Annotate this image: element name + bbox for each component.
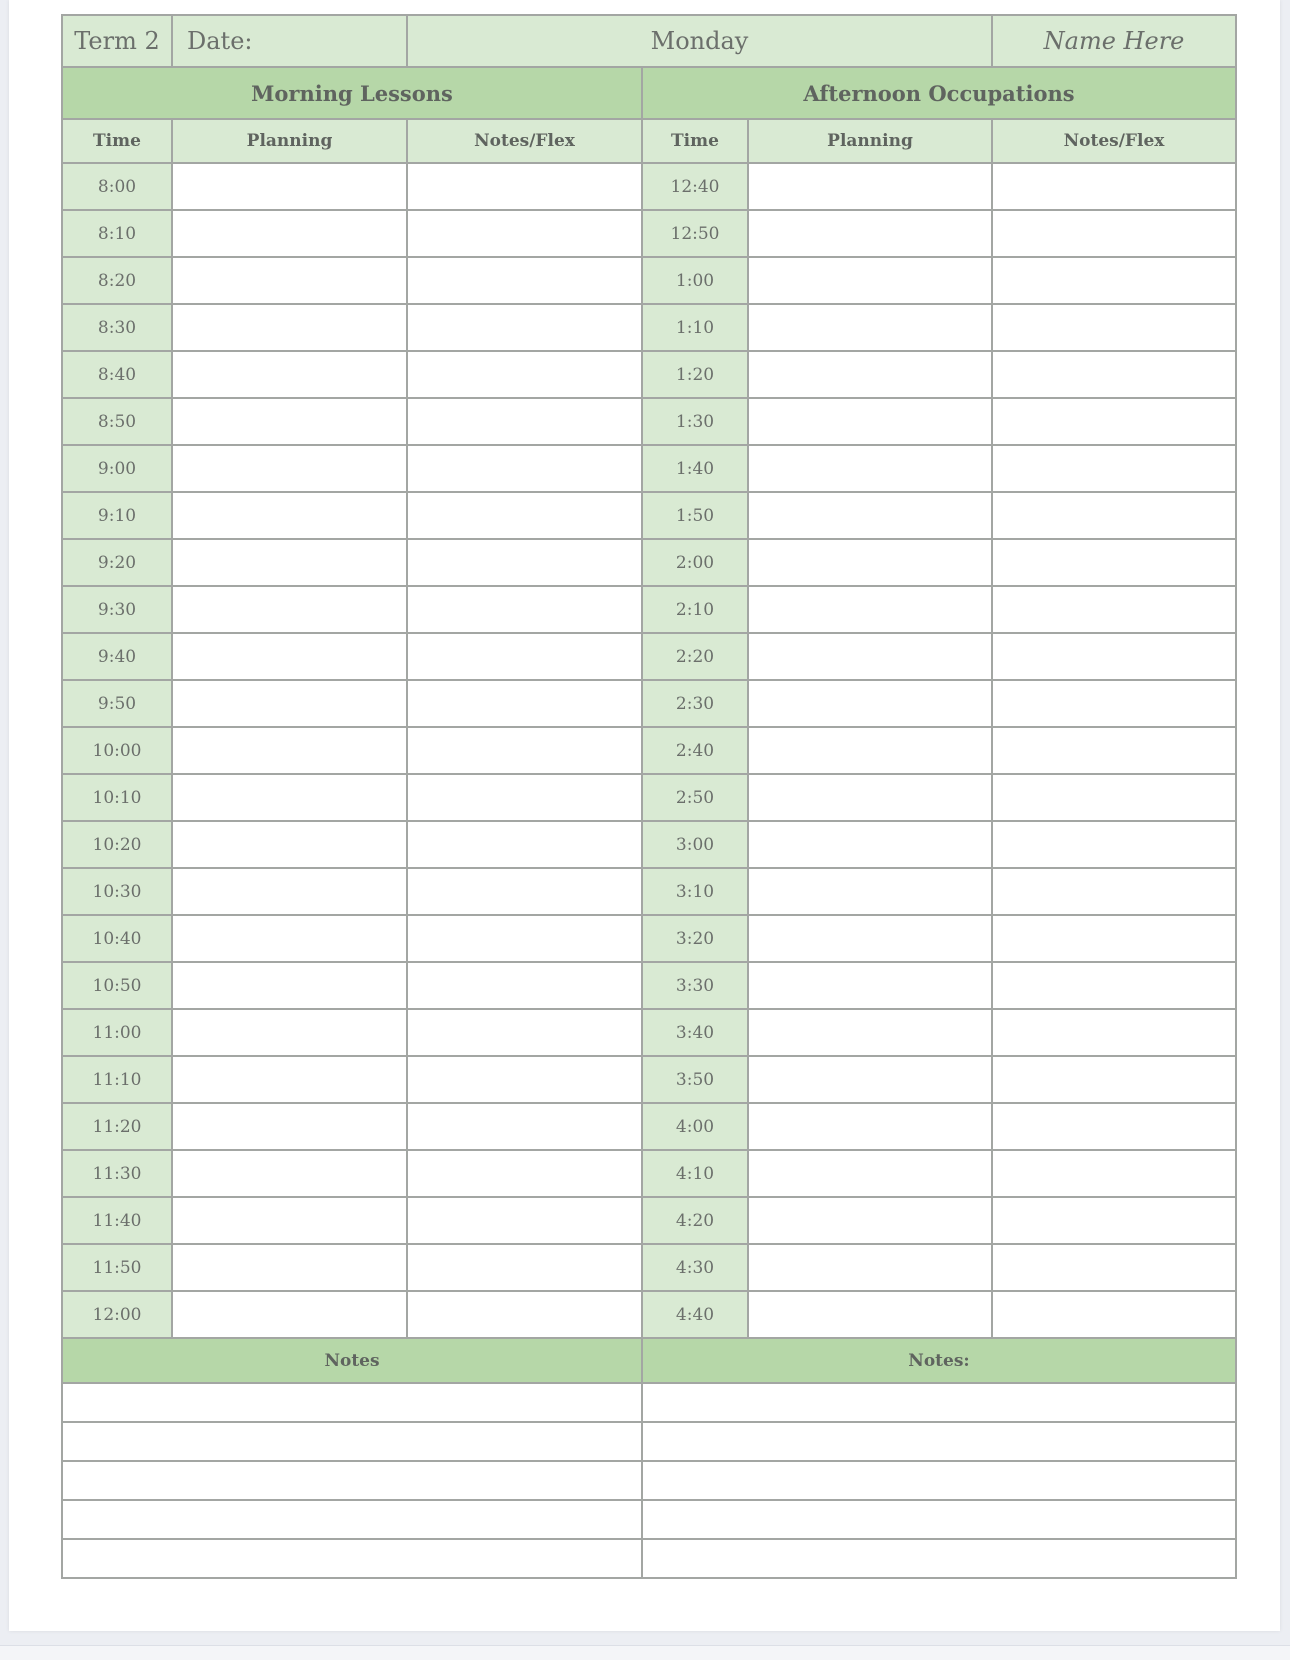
afternoon-planning-cell[interactable] bbox=[748, 351, 992, 398]
morning-time-cell: 8:10 bbox=[62, 210, 172, 257]
left-notes-line[interactable] bbox=[62, 1422, 642, 1461]
notes-line-row bbox=[62, 1500, 1236, 1539]
afternoon-notes-cell[interactable] bbox=[992, 915, 1236, 962]
morning-time-cell: 9:20 bbox=[62, 539, 172, 586]
morning-notes-cell[interactable] bbox=[407, 445, 642, 492]
morning-time-cell: 11:40 bbox=[62, 1197, 172, 1244]
afternoon-notes-cell[interactable] bbox=[992, 210, 1236, 257]
morning-planning-cell[interactable] bbox=[172, 351, 407, 398]
afternoon-planning-cell[interactable] bbox=[748, 727, 992, 774]
afternoon-notes-cell[interactable] bbox=[992, 633, 1236, 680]
afternoon-planning-cell[interactable] bbox=[748, 1197, 992, 1244]
morning-notes-cell[interactable] bbox=[407, 210, 642, 257]
morning-planning-cell[interactable] bbox=[172, 868, 407, 915]
morning-time-cell: 9:00 bbox=[62, 445, 172, 492]
morning-notes-cell[interactable] bbox=[407, 868, 642, 915]
afternoon-notes-cell[interactable] bbox=[992, 1056, 1236, 1103]
afternoon-planning-cell[interactable] bbox=[748, 257, 992, 304]
time-slot-row bbox=[62, 257, 1236, 304]
morning-time-cell: 8:00 bbox=[62, 163, 172, 210]
afternoon-planning-cell[interactable] bbox=[748, 821, 992, 868]
morning-notes-cell[interactable] bbox=[407, 257, 642, 304]
morning-time-cell: 10:50 bbox=[62, 962, 172, 1009]
left-notes-line[interactable] bbox=[62, 1539, 642, 1578]
afternoon-time-cell: 3:50 bbox=[642, 1056, 748, 1103]
afternoon-time-cell: 1:30 bbox=[642, 398, 748, 445]
morning-notes-cell[interactable] bbox=[407, 398, 642, 445]
afternoon-notes-cell[interactable] bbox=[992, 727, 1236, 774]
time-slot-row bbox=[62, 821, 1236, 868]
left-notes-line[interactable] bbox=[62, 1461, 642, 1500]
afternoon-planning-cell[interactable] bbox=[748, 1291, 992, 1338]
afternoon-planning-cell[interactable] bbox=[748, 398, 992, 445]
morning-planning-cell[interactable] bbox=[172, 633, 407, 680]
left-notes-line[interactable] bbox=[62, 1500, 642, 1539]
right-notes-line[interactable] bbox=[642, 1461, 1236, 1500]
afternoon-notes-cell[interactable] bbox=[992, 1150, 1236, 1197]
afternoon-planning-cell[interactable] bbox=[748, 1056, 992, 1103]
morning-notes-cell[interactable] bbox=[407, 915, 642, 962]
right-notes-line[interactable] bbox=[642, 1500, 1236, 1539]
morning-planning-cell[interactable] bbox=[172, 163, 407, 210]
afternoon-time-cell: 2:10 bbox=[642, 586, 748, 633]
morning-time-cell: 8:40 bbox=[62, 351, 172, 398]
morning-time-cell: 10:10 bbox=[62, 774, 172, 821]
afternoon-section-title: Afternoon Occupations bbox=[642, 67, 1236, 119]
time-slot-row bbox=[62, 1291, 1236, 1338]
afternoon-notes-cell[interactable] bbox=[992, 1197, 1236, 1244]
morning-planning-header: Planning bbox=[172, 119, 407, 163]
afternoon-time-cell: 2:40 bbox=[642, 727, 748, 774]
afternoon-planning-cell[interactable] bbox=[748, 210, 992, 257]
afternoon-planning-cell[interactable] bbox=[748, 868, 992, 915]
afternoon-planning-cell[interactable] bbox=[748, 445, 992, 492]
morning-notes-cell[interactable] bbox=[407, 492, 642, 539]
time-slot-row bbox=[62, 727, 1236, 774]
morning-planning-cell[interactable] bbox=[172, 398, 407, 445]
morning-notes-cell[interactable] bbox=[407, 633, 642, 680]
morning-time-cell: 9:30 bbox=[62, 586, 172, 633]
afternoon-time-cell: 1:10 bbox=[642, 304, 748, 351]
time-slot-row bbox=[62, 1056, 1236, 1103]
afternoon-planning-cell[interactable] bbox=[748, 962, 992, 1009]
header-row bbox=[62, 15, 1236, 67]
afternoon-time-cell: 12:40 bbox=[642, 163, 748, 210]
afternoon-time-cell: 4:00 bbox=[642, 1103, 748, 1150]
morning-time-cell: 9:10 bbox=[62, 492, 172, 539]
morning-planning-cell[interactable] bbox=[172, 821, 407, 868]
notes-line-row bbox=[62, 1422, 1236, 1461]
afternoon-time-cell: 4:30 bbox=[642, 1244, 748, 1291]
morning-time-cell: 8:50 bbox=[62, 398, 172, 445]
morning-time-cell: 8:30 bbox=[62, 304, 172, 351]
morning-notes-cell[interactable] bbox=[407, 304, 642, 351]
morning-notes-cell[interactable] bbox=[407, 1291, 642, 1338]
afternoon-time-cell: 2:50 bbox=[642, 774, 748, 821]
morning-notes-cell[interactable] bbox=[407, 1197, 642, 1244]
time-slot-row bbox=[62, 539, 1236, 586]
name-field[interactable]: Name Here bbox=[992, 15, 1236, 67]
time-slot-row bbox=[62, 868, 1236, 915]
time-slot-row bbox=[62, 586, 1236, 633]
afternoon-time-cell: 1:00 bbox=[642, 257, 748, 304]
time-slot-row bbox=[62, 680, 1236, 727]
morning-notes-cell[interactable] bbox=[407, 163, 642, 210]
time-slot-row bbox=[62, 1103, 1236, 1150]
morning-notes-cell[interactable] bbox=[407, 821, 642, 868]
afternoon-planning-cell[interactable] bbox=[748, 1150, 992, 1197]
morning-notes-cell[interactable] bbox=[407, 727, 642, 774]
afternoon-time-cell: 3:40 bbox=[642, 1009, 748, 1056]
right-notes-line[interactable] bbox=[642, 1383, 1236, 1422]
daily-planner-table bbox=[61, 14, 1237, 1579]
morning-time-cell: 11:20 bbox=[62, 1103, 172, 1150]
afternoon-time-cell: 2:00 bbox=[642, 539, 748, 586]
right-notes-title: Notes: bbox=[642, 1338, 1236, 1383]
morning-planning-cell[interactable] bbox=[172, 492, 407, 539]
afternoon-notes-cell[interactable] bbox=[992, 1291, 1236, 1338]
afternoon-planning-cell[interactable] bbox=[748, 774, 992, 821]
afternoon-planning-cell[interactable] bbox=[748, 680, 992, 727]
afternoon-time-cell: 12:50 bbox=[642, 210, 748, 257]
time-slot-row bbox=[62, 398, 1236, 445]
notes-line-row bbox=[62, 1383, 1236, 1422]
morning-time-cell: 10:20 bbox=[62, 821, 172, 868]
morning-planning-cell[interactable] bbox=[172, 1150, 407, 1197]
morning-planning-cell[interactable] bbox=[172, 1103, 407, 1150]
morning-planning-cell[interactable] bbox=[172, 774, 407, 821]
morning-notes-cell[interactable] bbox=[407, 1056, 642, 1103]
afternoon-notes-cell[interactable] bbox=[992, 492, 1236, 539]
afternoon-time-cell: 2:20 bbox=[642, 633, 748, 680]
time-slot-row bbox=[62, 633, 1236, 680]
time-slot-row bbox=[62, 492, 1236, 539]
morning-time-header: Time bbox=[62, 119, 172, 163]
morning-time-cell: 11:10 bbox=[62, 1056, 172, 1103]
notes-header-row bbox=[62, 1338, 1236, 1383]
afternoon-notes-cell[interactable] bbox=[992, 445, 1236, 492]
afternoon-time-cell: 3:30 bbox=[642, 962, 748, 1009]
morning-notes-header: Notes/Flex bbox=[407, 119, 642, 163]
notes-line-row bbox=[62, 1539, 1236, 1578]
morning-time-cell: 10:00 bbox=[62, 727, 172, 774]
time-slot-row bbox=[62, 351, 1236, 398]
afternoon-notes-cell[interactable] bbox=[992, 398, 1236, 445]
morning-notes-cell[interactable] bbox=[407, 586, 642, 633]
afternoon-time-cell: 1:40 bbox=[642, 445, 748, 492]
morning-planning-cell[interactable] bbox=[172, 586, 407, 633]
afternoon-time-cell: 3:20 bbox=[642, 915, 748, 962]
morning-planning-cell[interactable] bbox=[172, 1056, 407, 1103]
time-slot-row bbox=[62, 445, 1236, 492]
morning-time-cell: 11:50 bbox=[62, 1244, 172, 1291]
morning-planning-cell[interactable] bbox=[172, 1197, 407, 1244]
morning-time-cell: 10:30 bbox=[62, 868, 172, 915]
morning-notes-cell[interactable] bbox=[407, 1009, 642, 1056]
morning-planning-cell[interactable] bbox=[172, 915, 407, 962]
date-field[interactable]: Date: bbox=[172, 15, 407, 67]
section-header-row bbox=[62, 67, 1236, 119]
time-slot-row bbox=[62, 915, 1236, 962]
afternoon-time-cell: 1:20 bbox=[642, 351, 748, 398]
morning-time-cell: 9:50 bbox=[62, 680, 172, 727]
afternoon-planning-cell[interactable] bbox=[748, 633, 992, 680]
morning-planning-cell[interactable] bbox=[172, 962, 407, 1009]
time-slot-row bbox=[62, 1197, 1236, 1244]
morning-notes-cell[interactable] bbox=[407, 539, 642, 586]
afternoon-notes-cell[interactable] bbox=[992, 1009, 1236, 1056]
morning-planning-cell[interactable] bbox=[172, 1009, 407, 1056]
morning-time-cell: 12:00 bbox=[62, 1291, 172, 1338]
morning-planning-cell[interactable] bbox=[172, 257, 407, 304]
time-slot-row bbox=[62, 163, 1236, 210]
morning-planning-cell[interactable] bbox=[172, 1244, 407, 1291]
time-slot-row bbox=[62, 1244, 1236, 1291]
morning-section-title: Morning Lessons bbox=[62, 67, 642, 119]
afternoon-time-cell: 2:30 bbox=[642, 680, 748, 727]
morning-time-cell: 11:00 bbox=[62, 1009, 172, 1056]
afternoon-planning-cell[interactable] bbox=[748, 304, 992, 351]
notes-line-row bbox=[62, 1461, 1236, 1500]
left-notes-line[interactable] bbox=[62, 1383, 642, 1422]
morning-notes-cell[interactable] bbox=[407, 1150, 642, 1197]
morning-notes-cell[interactable] bbox=[407, 351, 642, 398]
afternoon-planning-cell[interactable] bbox=[748, 1244, 992, 1291]
morning-planning-cell[interactable] bbox=[172, 727, 407, 774]
morning-notes-cell[interactable] bbox=[407, 774, 642, 821]
morning-time-cell: 10:40 bbox=[62, 915, 172, 962]
morning-planning-cell[interactable] bbox=[172, 1291, 407, 1338]
morning-notes-cell[interactable] bbox=[407, 680, 642, 727]
morning-planning-cell[interactable] bbox=[172, 210, 407, 257]
afternoon-notes-cell[interactable] bbox=[992, 680, 1236, 727]
afternoon-notes-cell[interactable] bbox=[992, 1244, 1236, 1291]
afternoon-notes-cell[interactable] bbox=[992, 1103, 1236, 1150]
morning-planning-cell[interactable] bbox=[172, 539, 407, 586]
time-slot-row bbox=[62, 962, 1236, 1009]
afternoon-planning-cell[interactable] bbox=[748, 915, 992, 962]
afternoon-planning-cell[interactable] bbox=[748, 163, 992, 210]
afternoon-notes-cell[interactable] bbox=[992, 774, 1236, 821]
afternoon-notes-cell[interactable] bbox=[992, 539, 1236, 586]
right-notes-line[interactable] bbox=[642, 1539, 1236, 1578]
right-notes-line[interactable] bbox=[642, 1422, 1236, 1461]
afternoon-planning-cell[interactable] bbox=[748, 1103, 992, 1150]
morning-notes-cell[interactable] bbox=[407, 1244, 642, 1291]
afternoon-notes-cell[interactable] bbox=[992, 821, 1236, 868]
afternoon-time-cell: 4:10 bbox=[642, 1150, 748, 1197]
afternoon-time-cell: 3:00 bbox=[642, 821, 748, 868]
afternoon-planning-header: Planning bbox=[748, 119, 992, 163]
morning-time-cell: 11:30 bbox=[62, 1150, 172, 1197]
afternoon-notes-cell[interactable] bbox=[992, 257, 1236, 304]
morning-notes-cell[interactable] bbox=[407, 962, 642, 1009]
term-label: Term 2 bbox=[62, 15, 172, 67]
afternoon-notes-header: Notes/Flex bbox=[992, 119, 1236, 163]
afternoon-notes-cell[interactable] bbox=[992, 868, 1236, 915]
next-page-edge bbox=[0, 1645, 1290, 1660]
afternoon-planning-cell[interactable] bbox=[748, 492, 992, 539]
morning-time-cell: 9:40 bbox=[62, 633, 172, 680]
afternoon-notes-cell[interactable] bbox=[992, 586, 1236, 633]
afternoon-time-cell: 4:40 bbox=[642, 1291, 748, 1338]
afternoon-time-cell: 4:20 bbox=[642, 1197, 748, 1244]
afternoon-time-cell: 3:10 bbox=[642, 868, 748, 915]
morning-planning-cell[interactable] bbox=[172, 304, 407, 351]
morning-notes-cell[interactable] bbox=[407, 1103, 642, 1150]
afternoon-planning-cell[interactable] bbox=[748, 586, 992, 633]
time-slot-row bbox=[62, 1150, 1236, 1197]
time-slot-row bbox=[62, 774, 1236, 821]
time-slot-row bbox=[62, 210, 1236, 257]
afternoon-notes-cell[interactable] bbox=[992, 163, 1236, 210]
afternoon-time-header: Time bbox=[642, 119, 748, 163]
afternoon-notes-cell[interactable] bbox=[992, 304, 1236, 351]
time-slot-row bbox=[62, 1009, 1236, 1056]
column-header-row bbox=[62, 119, 1236, 163]
afternoon-notes-cell[interactable] bbox=[992, 351, 1236, 398]
afternoon-planning-cell[interactable] bbox=[748, 539, 992, 586]
morning-planning-cell[interactable] bbox=[172, 680, 407, 727]
morning-planning-cell[interactable] bbox=[172, 445, 407, 492]
time-slot-row bbox=[62, 304, 1236, 351]
afternoon-time-cell: 1:50 bbox=[642, 492, 748, 539]
morning-time-cell: 8:20 bbox=[62, 257, 172, 304]
day-label: Monday bbox=[407, 15, 992, 67]
afternoon-planning-cell[interactable] bbox=[748, 1009, 992, 1056]
left-notes-title: Notes bbox=[62, 1338, 642, 1383]
afternoon-notes-cell[interactable] bbox=[992, 962, 1236, 1009]
